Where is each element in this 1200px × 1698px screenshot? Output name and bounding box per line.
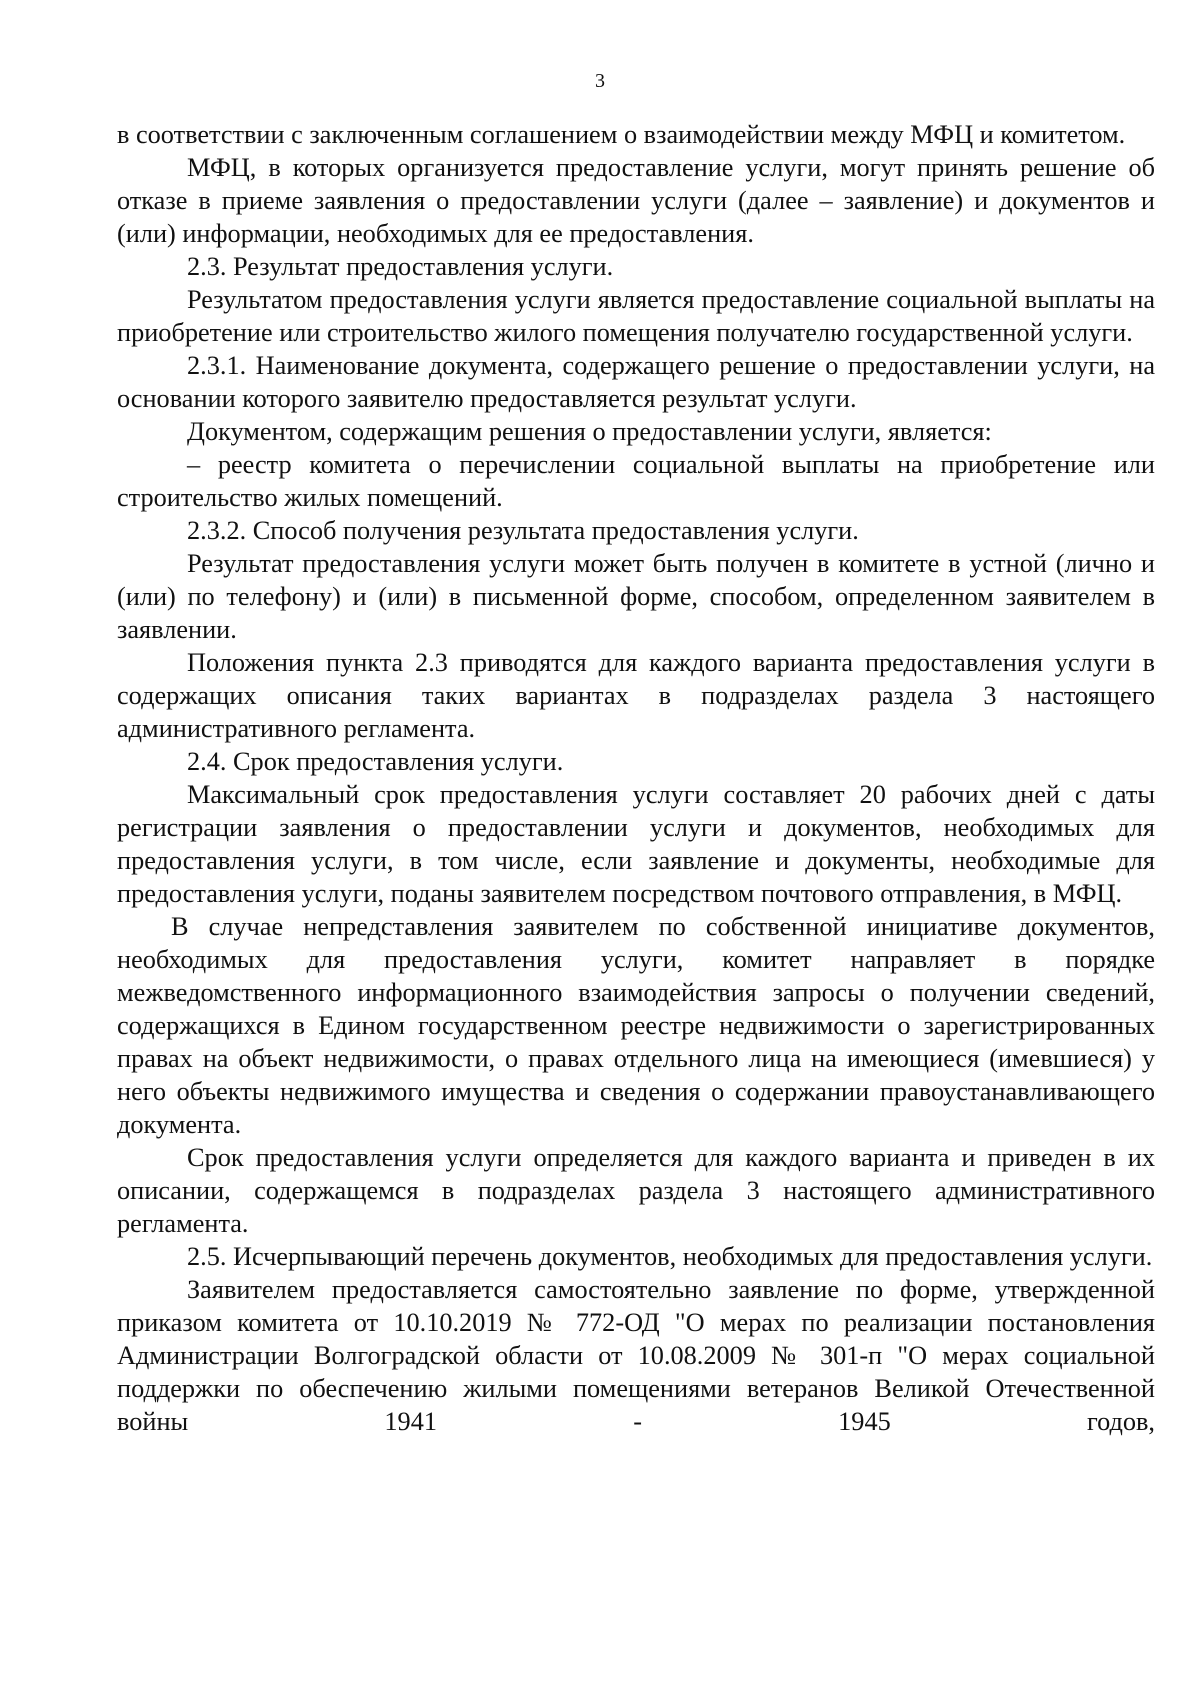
section-heading-2-4: 2.4. Срок предоставления услуги. — [187, 747, 564, 776]
list-item-registry: – реестр комитета о перечислении социальной выплаты на приобретение или строительство жилых помещений. — [117, 450, 1155, 512]
paragraph-document-intro: Документом, содержащим решения о предоставлении услуги, является: — [187, 417, 992, 446]
section-heading-2-5: 2.5. Исчерпывающий перечень документов, необходимых для предоставления услуги. — [187, 1242, 1153, 1271]
section-heading-2-3-2: 2.3.2. Способ получения результата предоставления услуги. — [187, 516, 859, 545]
section-heading-2-3: 2.3. Результат предоставления услуги. — [187, 252, 614, 281]
paragraph-result: Результатом предоставления услуги является предоставление социальной выплаты на приобретение или строительство жилого помещения получателю государственной услуги. — [117, 285, 1155, 347]
section-heading-2-3-1: 2.3.1. Наименование документа, содержащего решение о предоставлении услуги, на основании которого заявителю предоставляется результат услуги. — [117, 351, 1155, 413]
paragraph-result-delivery: Результат предоставления услуги может быть получен в комитете в устной (лично и (или) по телефону) и (или) в письменной форме, способом, определенном заявителем в заявлении. — [117, 549, 1155, 644]
paragraph-application-form: Заявителем предоставляется самостоятельно заявление по форме, утвержденной приказом комитета от 10.10.2019 № 772-ОД "О мерах по реализации постановления Администрации Волгоградской области от 10.08.2009 № 301-п "О мерах социальной поддержки по обеспечению жилыми помещениями ветеранов Великой Отечественной войны 1941 - 1945 годов, — [117, 1275, 1155, 1436]
paragraph-interagency-requests: В случае непредставления заявителем по собственной инициативе документов, необходимых для предоставления услуги, комитет направляет в порядке межведомственного информационного взаимодействия запросы о получении сведений, содержащихся в Едином государственном реестре недвижимости о зарегистрированных правах на объект недвижимости, о правах отдельного лица на имеющиеся (имевшиеся) у него объекты недвижимого имущества и сведения о содержании правоустанавливающего документа. — [117, 912, 1155, 1139]
paragraph-continuation: в соответствии с заключенным соглашением о взаимодействии между МФЦ и комитетом. — [117, 120, 1126, 149]
page-number: 3 — [595, 70, 605, 92]
document-body — [117, 118, 1155, 1438]
paragraph-term-variants: Срок предоставления услуги определяется для каждого варианта и приведен в их описании, содержащемся в подразделах раздела 3 настоящего административного регламента. — [117, 1143, 1155, 1238]
paragraph-provisions-2-3: Положения пункта 2.3 приводятся для каждого варианта предоставления услуги в содержащих описания таких вариантах в подразделах раздела 3 настоящего административного регламента. — [117, 648, 1155, 743]
paragraph-mfc-refusal: МФЦ, в которых организуется предоставление услуги, могут принять решение об отказе в приеме заявления о предоставлении услуги (далее – заявление) и документов и (или) информации, необходимых для ее предоставления. — [117, 153, 1155, 248]
paragraph-max-term: Максимальный срок предоставления услуги составляет 20 рабочих дней с даты регистрации заявления о предоставлении услуги и документов, необходимых для предоставления услуги, в том числе, если заявление и документы, необходимые для предоставления услуги, поданы заявителем посредством почтового отправления, в МФЦ. — [117, 780, 1155, 908]
